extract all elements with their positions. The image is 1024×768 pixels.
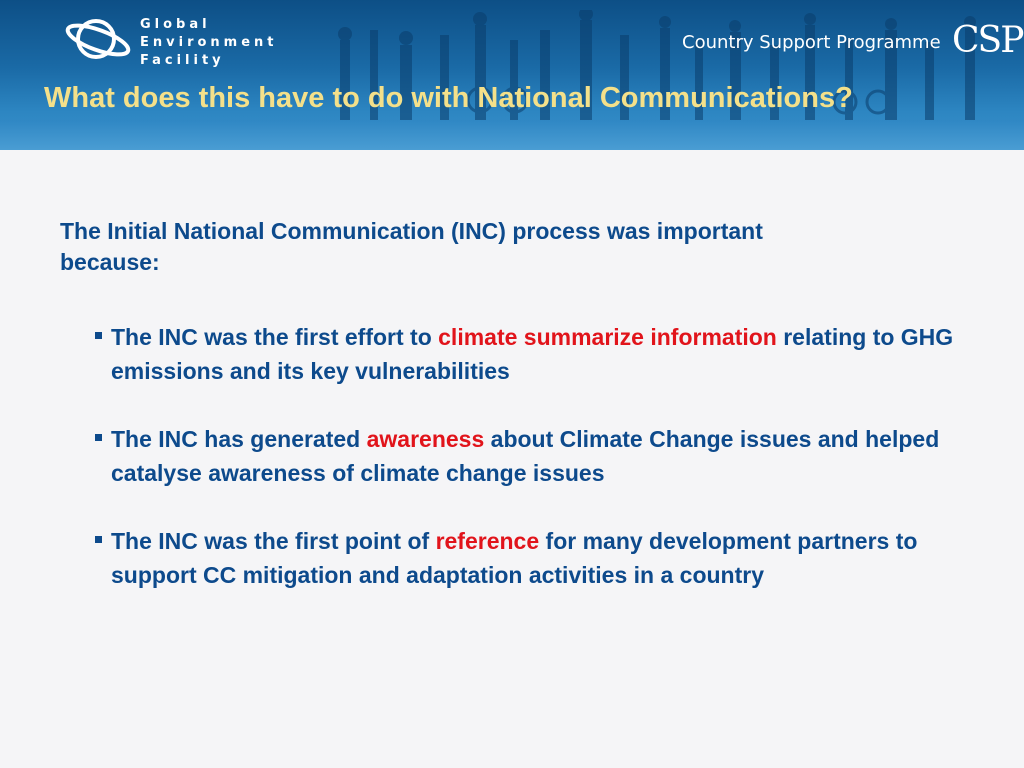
gef-line-1: Global	[140, 17, 211, 32]
bullet-item	[95, 524, 975, 592]
bullet-item	[95, 320, 975, 388]
bullet-item	[95, 422, 975, 490]
bullet-list	[95, 320, 975, 626]
gef-line-3: Facility	[140, 53, 225, 68]
bullet-text: for many development partners to support CC mitigation and adaptation activities in a country	[111, 528, 918, 588]
square-bullet-icon	[95, 434, 102, 441]
programme-name: Country Support Programme	[682, 32, 941, 53]
bullet-text: The INC has generated	[111, 426, 367, 452]
slide-title: What does this have to do with National Communications?	[44, 82, 853, 114]
bullet-text: about Climate Change issues and helped catalyse awareness of climate change issues	[111, 426, 940, 486]
square-bullet-icon	[95, 536, 102, 543]
csp-logo: CSP	[952, 20, 1023, 61]
bullet-text: The INC was the first point of	[111, 528, 436, 554]
bullet-highlight: awareness	[366, 426, 485, 452]
gef-wordmark	[140, 16, 278, 70]
bullet-highlight: reference	[435, 528, 540, 554]
intro-text: The Initial National Communication (INC) process was important because:	[60, 218, 763, 275]
header-banner	[0, 0, 1024, 150]
bullet-highlight: climate summarize information	[438, 324, 777, 350]
gef-globe-icon	[64, 14, 134, 64]
bullet-text: relating to GHG emissions and its key vulnerabilities	[111, 324, 954, 384]
gef-line-2: Environment	[140, 35, 278, 50]
bullet-text: The INC was the first effort to	[111, 324, 439, 350]
square-bullet-icon	[95, 332, 102, 339]
